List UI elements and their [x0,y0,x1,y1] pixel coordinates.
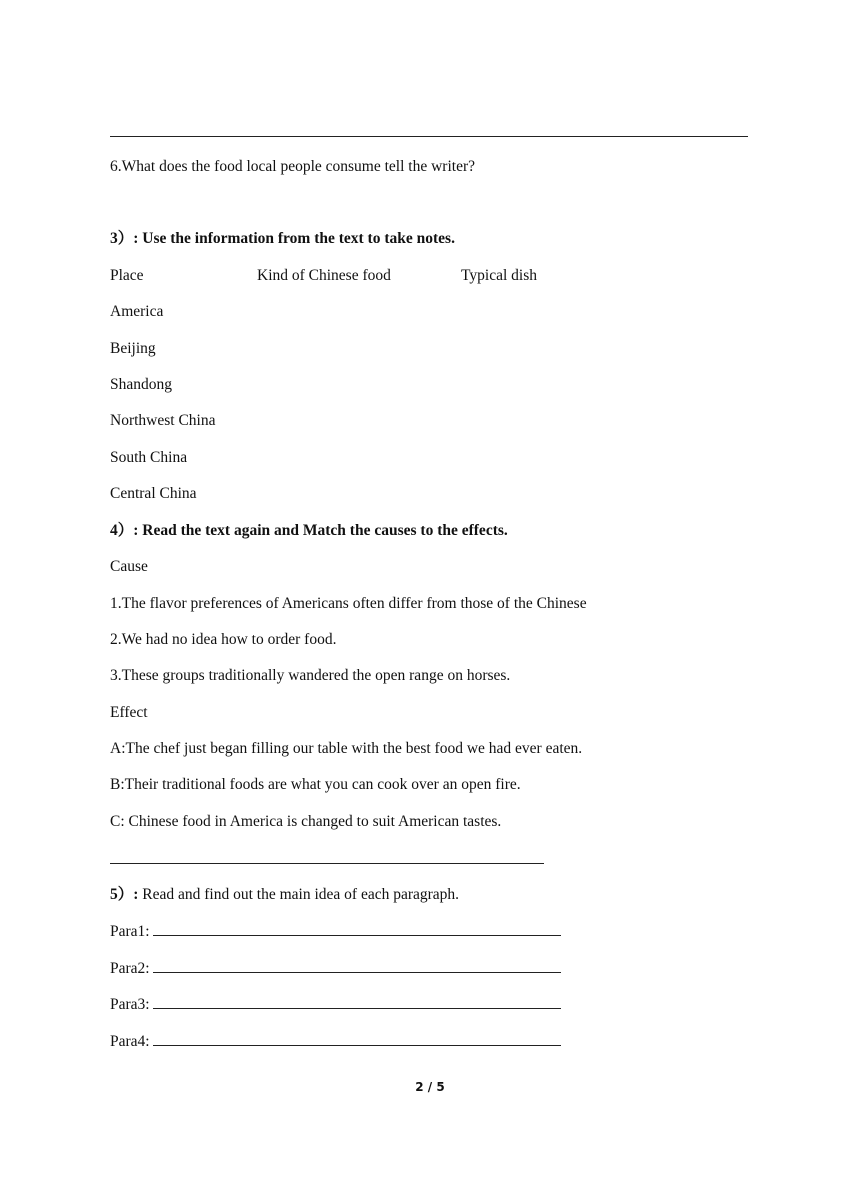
place-row: Beijing [110,340,156,357]
para-answer-row [110,994,561,1015]
effect-item: C: Chinese food in America is changed to suit American tastes. [110,813,502,830]
section-4-heading: 4）: Read the text again and Match the causes to the effects. [110,522,508,539]
cause-label: Cause [110,558,148,575]
section-3-heading: 3）: Use the information from the text to take notes. [110,230,455,247]
section-5-number: 5）: [110,886,139,903]
column-header-place: Place [110,267,144,284]
para-answer-blank[interactable] [153,958,561,973]
para-answer-blank[interactable] [153,994,561,1009]
place-row: America [110,303,164,320]
para-answer-blank[interactable] [153,1031,561,1046]
para-label: Para2: [110,960,154,977]
column-header-kind: Kind of Chinese food [257,267,391,284]
cause-item: 1.The flavor preferences of Americans often differ from those of the Chinese [110,595,587,612]
column-header-dish: Typical dish [461,267,537,284]
place-row: South China [110,449,188,466]
section-5-heading [110,885,459,905]
para-answer-row [110,921,561,942]
effect-item: B:Their traditional foods are what you can cook over an open fire. [110,776,521,793]
place-row: Shandong [110,376,172,393]
cause-item: 3.These groups traditionally wandered the open range on horses. [110,667,511,684]
effect-label: Effect [110,704,148,721]
para-answer-blank[interactable] [153,921,561,936]
place-row: Northwest China [110,412,216,429]
place-row: Central China [110,485,197,502]
para-label: Para1: [110,923,154,940]
answer-line-effects [110,863,544,864]
cause-item: 2.We had no idea how to order food. [110,631,337,648]
para-label: Para4: [110,1033,154,1050]
para-answer-row [110,1031,561,1052]
answer-line-top [110,136,748,137]
para-answer-row [110,958,561,979]
question-6: 6.What does the food local people consume tell the writer? [110,158,475,175]
section-5-text: Read and find out the main idea of each paragraph. [138,886,460,903]
page-number: 2 / 5 [415,1080,445,1094]
para-label: Para3: [110,996,154,1013]
effect-item: A:The chef just began filling our table with the best food we had ever eaten. [110,740,583,757]
